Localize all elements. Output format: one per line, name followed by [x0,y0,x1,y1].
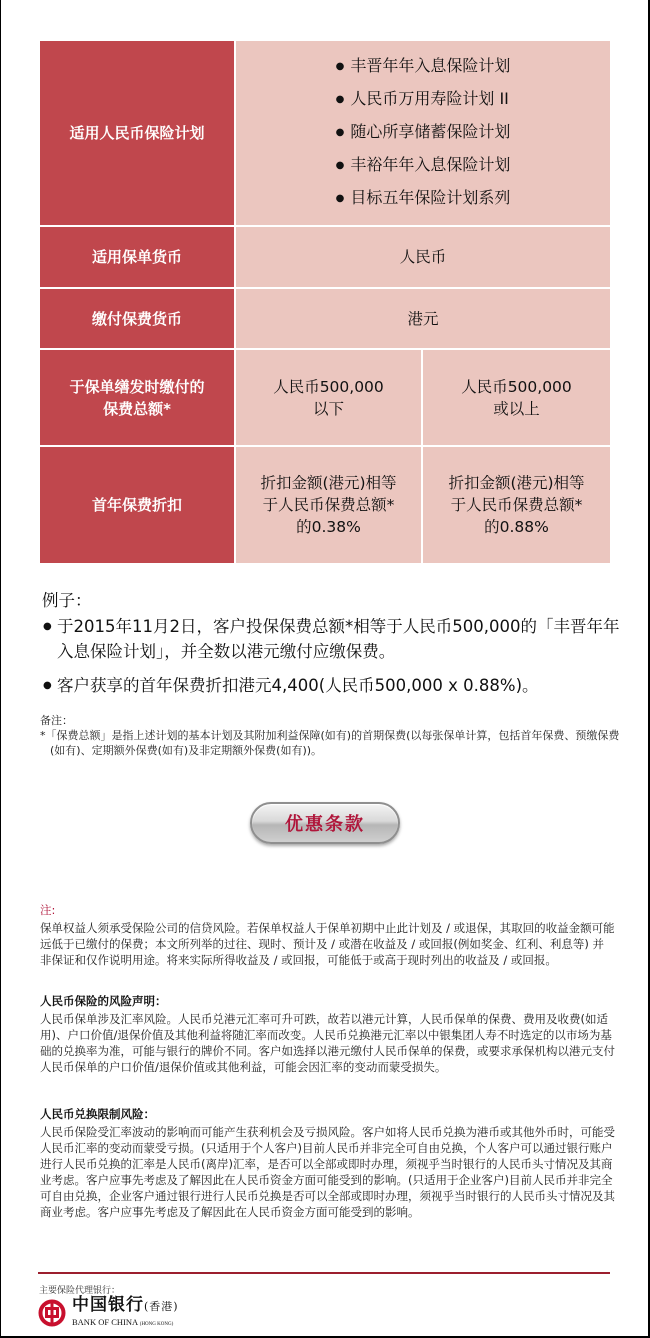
row-header [40,350,234,445]
rmb-risk-body: 人民币保单涉及汇率风险。人民币兑港元汇率可升可跌，故若以港元计算，人民币保单的保费、费用及收费(如适用)、户口价值/退保价值及其他利益将随汇率而改变。人民币兑换港元汇率以中银集团人寿不时选定的以市场为基础的兑换率为准，可能与银行的牌价不同。客户如选择以港元缴付人民币保单的保费，或要求承保机构以港元支付人民币保单的户口价值/退保价值或其他利益，可能会因汇率的变动而蒙受损失。 [40,1012,615,1074]
table-cell: 人民币 [236,227,610,287]
remarks-section [40,713,620,758]
row-header: 首年保费折扣 [40,447,234,563]
bank-name [72,1296,179,1330]
cell-line: 折扣金额(港元)相等 [448,474,585,492]
remarks-title: 备注： [40,714,73,727]
example-title: 例子： [42,591,92,610]
note-body: 保单权益人须承受保险公司的信贷风险。若保单权益人于保单初期中止此计划及 / 或退保，其取回的收益金额可能远低于已缴付的保费；本文所列举的过往、现时、预计及 / 或潜在收益及 / 或回报(例如奖金、红利、利息等) 并非保证和仅作说明用途。将来实际所得收益及 / 或回报，可能低于或高于现时列出的收益及 / 或回报。 [40,921,615,967]
example-item: ● 于2015年11月2日，客户投保保费总额*相等于人民币500,000的「丰晋年年入息保险计划」，并全数以港元缴付应缴保费。 [42,614,622,664]
plan-item: ● 人民币万用寿险计划 II [336,84,511,117]
row-header-line: 于保单缮发时缴付的 [69,377,205,396]
table-cell-discount-low [236,447,421,563]
table-cell-above [423,350,610,445]
bank-of-china-logo [38,1296,179,1330]
example-item: ● 客户获享的首年保费折扣港元4,400(人民币500,000 x 0.88%)。 [42,673,622,698]
agent-bank-label: 主要保险代理银行： [39,1286,121,1296]
plan-item: ● 目标五年保险计划系列 [336,183,511,216]
cell-line: 折扣金额(港元)相等 [260,474,397,492]
conversion-risk-section [40,1106,615,1220]
table-row-total-premium [40,350,610,445]
cell-line: 人民币500,000 [461,377,572,396]
rmb-risk-section [40,993,615,1075]
row-header: 缴付保费货币 [40,289,234,348]
bank-region-en: (HONG KONG) [139,1322,174,1327]
plan-item: ● 随心所享储蓄保险计划 [336,117,511,150]
table-cell: 港元 [236,289,610,348]
example-section [42,588,622,707]
cell-line: 人民币500,000 [273,377,384,396]
table-cell-discount-high [423,447,610,563]
table-row-policy-currency [40,227,610,287]
remarks-body: *「保费总额」是指上述计划的基本计划及其附加利益保障(如有)的首期保费(以每张保单计算，包括首年保费、预缴保费(如有)、定期额外保费(如有)及非定期额外保费(如有))。 [40,729,620,757]
note-title: 注: [40,903,56,917]
cell-line: 或以上 [493,399,540,418]
cell-line: 以下 [312,399,344,418]
table-row-first-year-discount [40,447,610,563]
bank-name-en: BANK OF CHINA [72,1317,138,1327]
table-row-plans [40,41,610,225]
offer-table [40,41,610,563]
conversion-risk-body: 人民币保险受汇率波动的影响而可能产生获利机会及亏损风险。客户如将人民币兑换为港币或其他外币时，可能受人民币汇率的变动而蒙受亏损。(只适用于个人客户)目前人民币并非完全可自由兑换，个人客户可以通过银行账户进行人民币兑换的汇率是人民币(离岸)汇率，是否可以全部或即时办理，须视乎当时银行的人民币头寸情况及其商业考虑。客户应事先考虑及了解因此在人民币资金方面可能受到的影响。(只适用于企业客户)目前人民币并非完全可自由兑换，企业客户通过银行进行人民币兑换是否可以全部或即时办理，须视乎当时银行的人民币头寸情况及其商业考虑。客户应事先考虑及了解因此在人民币资金方面可能受到的影响。 [40,1125,615,1219]
bank-name-cn: 中国银行 [72,1295,144,1315]
cell-line: 于人民币保费总额* [262,496,395,514]
cell-line: 于人民币保费总额* [450,496,583,514]
note-section [40,902,615,968]
plan-item: ● 丰裕年年入息保险计划 [336,150,511,183]
row-header: 适用人民币保险计划 [40,41,234,225]
table-cell-below [236,350,421,445]
plan-item: ● 丰晋年年入息保险计划 [336,51,511,84]
cell-line: 的0.88% [484,518,549,536]
cell-line: 的0.38% [296,518,361,536]
boc-emblem-icon [38,1299,66,1327]
table-row-premium-currency [40,289,610,348]
rmb-risk-title: 人民币保险的风险声明： [40,994,167,1008]
row-header-line: 保费总额* [103,399,171,418]
example-list [42,614,622,698]
row-header: 适用保单货币 [40,227,234,287]
footer-divider [38,1272,610,1274]
conversion-risk-title: 人民币兑换限制风险： [40,1107,155,1121]
plans-cell [236,41,610,225]
promo-terms-button[interactable]: 优惠条款 [250,802,400,844]
bank-region-cn: (香港) [144,1300,179,1313]
plan-list [336,51,511,216]
